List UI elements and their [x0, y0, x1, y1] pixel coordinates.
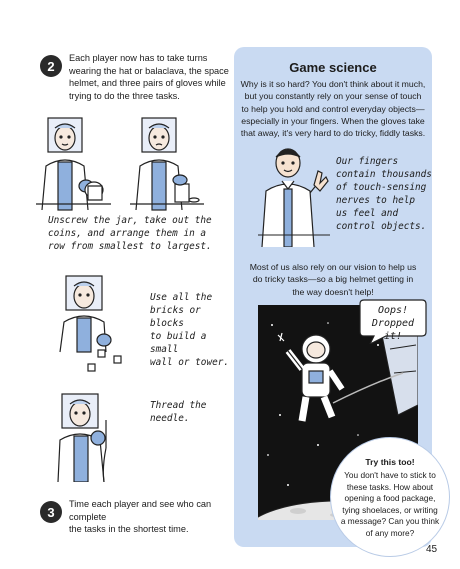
fact-line: us feel and: [336, 208, 399, 219]
tip-line: these tasks. How about: [346, 481, 434, 492]
tip-line: tying shoelaces, or writing: [342, 504, 438, 515]
speech-line: Oops!: [377, 305, 409, 316]
caption-line: wall or tower.: [150, 357, 230, 368]
step-2-line: helmet, and three pairs of gloves while: [69, 78, 226, 89]
science-paragraph-2: [238, 261, 428, 298]
speech-line: Dropped it!: [371, 318, 415, 342]
page-number: 45: [426, 544, 438, 555]
fact-line: nerves to help: [336, 195, 416, 206]
step-2-line: wearing the hat or balaclava, the space: [69, 65, 229, 76]
caption-line: row from smallest to largest.: [48, 241, 212, 252]
step-2-text: [69, 52, 234, 102]
step-3-line: Time each player and see who can complete: [69, 499, 212, 522]
tip-text: [333, 470, 447, 540]
bricks-task-illustration: [58, 272, 138, 376]
paragraph-line: that away, it's very hard to do tricky, fiddly tasks.: [240, 128, 426, 139]
paragraph-line: to help you hold and control everyday objects—: [241, 103, 425, 114]
scientist-illustration: [258, 143, 330, 247]
step-2-number: 2: [40, 55, 62, 77]
paragraph-line: Why is it so hard? You don't think about it much,: [240, 79, 426, 89]
needle-caption: [150, 399, 240, 425]
step-2-line: Each player now has to take turns: [69, 53, 208, 63]
caption-line: Unscrew the jar, take out the: [48, 215, 212, 226]
paragraph-line: but you constantly rely on your sense of touch: [244, 91, 422, 102]
step-3-text: [69, 498, 234, 536]
needle-task-illustration: [52, 390, 142, 482]
speech-bubble-text: [360, 304, 426, 343]
step-3-line: the tasks in the shortest time.: [69, 524, 189, 535]
caption-line: needle.: [150, 413, 190, 424]
caption-line: bricks or blocks: [150, 305, 201, 329]
jar-caption: [48, 214, 238, 253]
paragraph-line: Most of us also rely on our vision to help us: [249, 262, 417, 272]
bricks-caption: [150, 291, 240, 369]
fact-line: control objects.: [336, 221, 427, 232]
fingers-fact: [336, 155, 432, 233]
caption-line: to build a small: [150, 331, 207, 355]
paragraph-line: do tricky tasks—so a big helmet getting in: [252, 274, 414, 285]
fact-line: contain thousands: [336, 169, 432, 180]
caption-line: coins, and arrange them in a: [48, 228, 207, 239]
tip-line: a message? Can you think: [340, 516, 440, 527]
caption-line: Use all the: [150, 292, 213, 303]
tip-line: of any more?: [365, 527, 415, 538]
paragraph-line: especially in your fingers. When the gloves take: [241, 115, 425, 126]
caption-line: Thread the: [150, 400, 207, 411]
fact-line: of touch-sensing: [336, 182, 427, 193]
paragraph-line: the way doesn't help!: [292, 286, 374, 297]
panel-title: Game science: [289, 60, 377, 75]
jar-task-illustration: [36, 114, 216, 212]
tip-line: opening a food package,: [344, 493, 436, 504]
step-3-number: 3: [40, 501, 62, 523]
fact-line: Our fingers: [336, 156, 399, 167]
science-paragraph-1: [238, 78, 428, 139]
step-2-line: trying to do the three tasks.: [69, 90, 180, 101]
tip-title: Try this too!: [365, 457, 415, 467]
tip-line: You don't have to stick to: [344, 470, 436, 480]
